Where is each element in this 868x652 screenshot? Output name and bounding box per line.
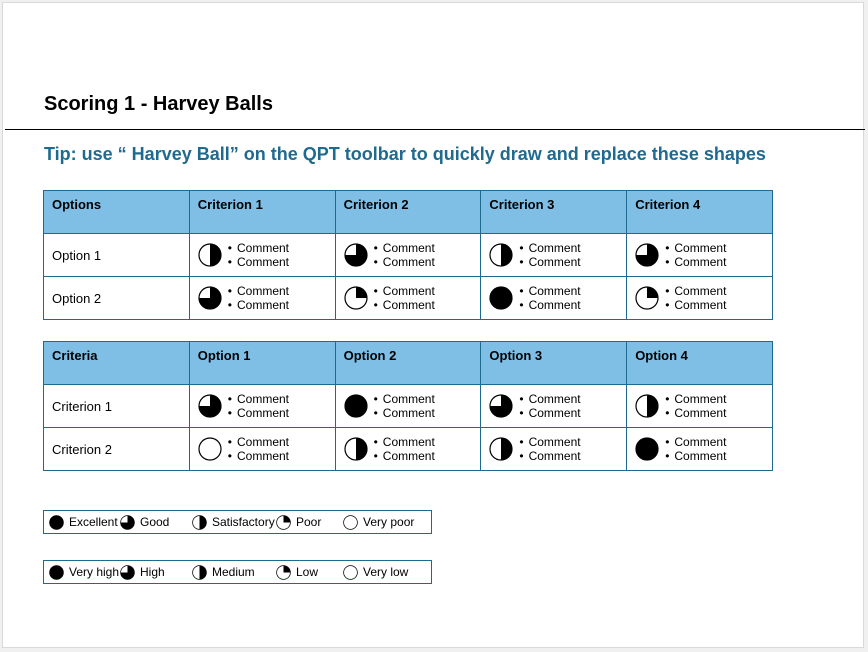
comment-bullet: • Comment	[374, 284, 435, 298]
header-cell: Criterion 2	[335, 191, 481, 234]
harvey-ball-icon	[198, 243, 222, 267]
score-cell[interactable]	[335, 385, 481, 428]
harvey-ball-icon	[489, 243, 513, 267]
comment-bullet: • Comment	[519, 449, 580, 463]
comment-bullet: • Comment	[228, 241, 289, 255]
harvey-ball-half-icon	[192, 565, 207, 580]
legend-level	[43, 560, 432, 584]
slide-title: Scoring 1 - Harvey Balls	[44, 93, 273, 115]
legend-item	[192, 511, 275, 533]
comment-bullet: • Comment	[228, 392, 289, 406]
score-cell[interactable]	[627, 385, 773, 428]
harvey-ball-empty-icon	[343, 565, 358, 580]
harvey-ball-icon	[635, 243, 659, 267]
score-cell[interactable]	[481, 385, 627, 428]
title-divider	[5, 129, 865, 130]
legend-item	[343, 511, 414, 533]
comment-bullet: • Comment	[665, 449, 726, 463]
harvey-ball-three-quarter-icon	[120, 515, 135, 530]
legend-label: Low	[296, 565, 319, 579]
table-row	[44, 234, 773, 277]
comment-bullet: • Comment	[665, 241, 726, 255]
comment-bullet: • Comment	[228, 435, 289, 449]
legend-item	[276, 561, 318, 583]
comment-bullet: • Comment	[374, 392, 435, 406]
harvey-ball-icon	[344, 286, 368, 310]
harvey-ball-icon	[198, 394, 222, 418]
legend-item	[276, 511, 321, 533]
harvey-ball-icon	[344, 243, 368, 267]
comment-bullet: • Comment	[665, 435, 726, 449]
harvey-ball-full-icon	[49, 515, 64, 530]
header-cell: Criterion 1	[189, 191, 335, 234]
harvey-ball-icon	[489, 437, 513, 461]
comment-bullet: • Comment	[665, 298, 726, 312]
harvey-ball-icon	[344, 394, 368, 418]
criteria-options-table	[43, 341, 773, 471]
tip-text: Tip: use “ Harvey Ball” on the QPT toolbar to quickly draw and replace these shapes	[44, 144, 766, 164]
comment-bullet: • Comment	[374, 255, 435, 269]
header-cell: Criterion 4	[627, 191, 773, 234]
comment-bullet: • Comment	[374, 406, 435, 420]
header-cell: Criteria	[44, 342, 190, 385]
harvey-ball-quarter-icon	[276, 565, 291, 580]
row-label: Criterion 1	[44, 385, 190, 428]
score-cell[interactable]	[627, 428, 773, 471]
comment-bullet: • Comment	[374, 435, 435, 449]
comment-bullet: • Comment	[228, 406, 289, 420]
harvey-ball-quarter-icon	[276, 515, 291, 530]
harvey-ball-icon	[635, 394, 659, 418]
score-cell[interactable]	[189, 277, 335, 320]
harvey-ball-icon	[489, 286, 513, 310]
score-cell[interactable]	[189, 234, 335, 277]
comment-bullet: • Comment	[374, 298, 435, 312]
legend-quality	[43, 510, 432, 534]
comment-bullet: • Comment	[374, 241, 435, 255]
legend-item	[120, 511, 169, 533]
row-label: Option 1	[44, 234, 190, 277]
legend-label: Very poor	[363, 515, 415, 529]
header-cell: Option 2	[335, 342, 481, 385]
harvey-ball-icon	[198, 437, 222, 461]
comment-bullet: • Comment	[519, 435, 580, 449]
slide	[2, 2, 864, 648]
table-header-row	[44, 191, 773, 234]
comment-bullet: • Comment	[519, 392, 580, 406]
comment-bullet: • Comment	[228, 449, 289, 463]
harvey-ball-icon	[198, 286, 222, 310]
comment-bullet: • Comment	[519, 284, 580, 298]
table-header-row	[44, 342, 773, 385]
legend-label: Poor	[296, 515, 322, 529]
legend-item	[192, 561, 255, 583]
comment-bullet: • Comment	[665, 392, 726, 406]
harvey-ball-three-quarter-icon	[120, 565, 135, 580]
legend-label: High	[140, 565, 165, 579]
comment-bullet: • Comment	[228, 298, 289, 312]
table-row	[44, 428, 773, 471]
score-cell[interactable]	[335, 234, 481, 277]
score-cell[interactable]	[189, 385, 335, 428]
legend-label: Medium	[212, 565, 255, 579]
score-cell[interactable]	[335, 277, 481, 320]
legend-label: Satisfactory	[212, 515, 275, 529]
row-label: Option 2	[44, 277, 190, 320]
score-cell[interactable]	[481, 428, 627, 471]
header-cell: Criterion 3	[481, 191, 627, 234]
legend-label: Good	[140, 515, 170, 529]
harvey-ball-half-icon	[192, 515, 207, 530]
comment-bullet: • Comment	[228, 284, 289, 298]
legend-label: Excellent	[69, 515, 118, 529]
comment-bullet: • Comment	[519, 298, 580, 312]
harvey-ball-full-icon	[49, 565, 64, 580]
score-cell[interactable]	[627, 234, 773, 277]
table-row	[44, 277, 773, 320]
harvey-ball-icon	[489, 394, 513, 418]
comment-bullet: • Comment	[519, 241, 580, 255]
table-row	[44, 385, 773, 428]
comment-bullet: • Comment	[374, 449, 435, 463]
score-cell[interactable]	[481, 277, 627, 320]
comment-bullet: • Comment	[665, 284, 726, 298]
comment-bullet: • Comment	[228, 255, 289, 269]
legend-item	[49, 511, 118, 533]
score-cell[interactable]	[189, 428, 335, 471]
header-cell: Option 3	[481, 342, 627, 385]
legend-item	[49, 561, 119, 583]
score-cell[interactable]	[481, 234, 627, 277]
row-label: Criterion 2	[44, 428, 190, 471]
header-cell: Option 1	[189, 342, 335, 385]
harvey-ball-icon	[635, 286, 659, 310]
harvey-ball-icon	[635, 437, 659, 461]
header-cell: Option 4	[627, 342, 773, 385]
comment-bullet: • Comment	[665, 255, 726, 269]
comment-bullet: • Comment	[519, 406, 580, 420]
options-criteria-table	[43, 190, 773, 320]
legend-item	[343, 561, 408, 583]
score-cell[interactable]	[627, 277, 773, 320]
harvey-ball-empty-icon	[343, 515, 358, 530]
score-cell[interactable]	[335, 428, 481, 471]
harvey-ball-icon	[344, 437, 368, 461]
comment-bullet: • Comment	[519, 255, 580, 269]
legend-label: Very high	[69, 565, 120, 579]
legend-item	[120, 561, 165, 583]
header-cell: Options	[44, 191, 190, 234]
legend-label: Very low	[363, 565, 409, 579]
comment-bullet: • Comment	[665, 406, 726, 420]
